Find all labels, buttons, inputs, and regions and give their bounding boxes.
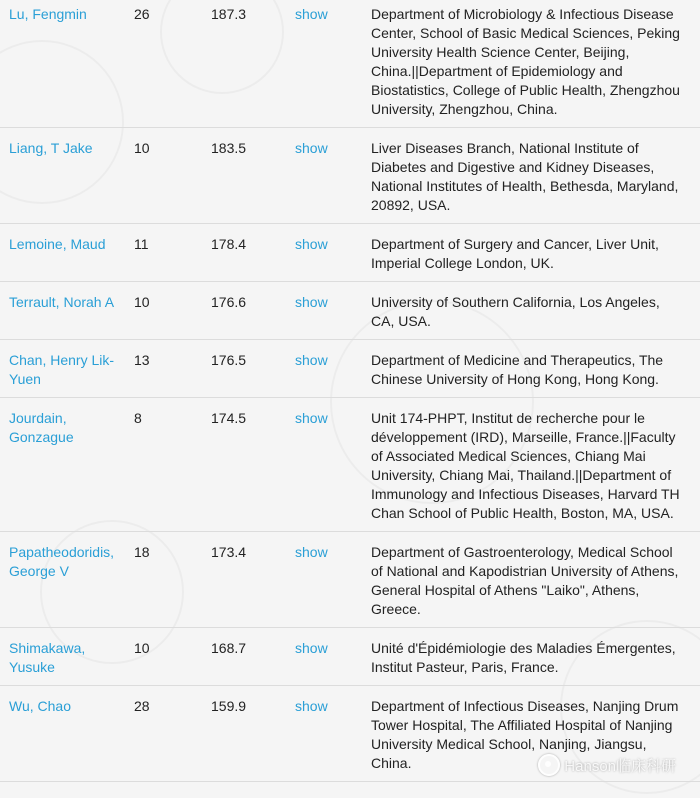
affiliation-text: Department of Gastroenterology, Medical School of National and Kapodistrian University of Athens, General Hospital of Athens "Laiko", Athens, Greece.: [363, 532, 700, 628]
show-cell: [287, 340, 363, 398]
affiliation-text: Unité d'Épidémiologie des Maladies Émergentes, Institut Pasteur, Paris, France.: [363, 628, 700, 686]
table-row: [0, 628, 700, 686]
publication-count: 28: [125, 686, 203, 782]
affiliation-text: Liver Diseases Branch, National Institute of Diabetes and Digestive and Kidney Diseases, National Institutes of Health, Bethesda, Maryland, 20892, USA.: [363, 128, 700, 224]
show-cell: [287, 628, 363, 686]
show-link[interactable]: show: [295, 294, 328, 310]
author-cell: [0, 532, 125, 628]
publication-count: 18: [125, 532, 203, 628]
show-link[interactable]: show: [295, 236, 328, 252]
author-name-link[interactable]: Lu, Fengmin: [9, 6, 87, 22]
score-value: 168.7: [203, 628, 287, 686]
table-row: [0, 532, 700, 628]
watermark-text: Hanson临床科研: [564, 757, 676, 775]
publication-count: 10: [125, 628, 203, 686]
show-link[interactable]: show: [295, 698, 328, 714]
score-value: 176.6: [203, 282, 287, 340]
author-name-link[interactable]: Jourdain, Gonzague: [9, 410, 74, 445]
show-link[interactable]: show: [295, 544, 328, 560]
author-cell: [0, 340, 125, 398]
table-row: [0, 340, 700, 398]
table-row: [0, 224, 700, 282]
publication-count: 11: [125, 224, 203, 282]
publication-count: 10: [125, 128, 203, 224]
table-row: [0, 282, 700, 340]
affiliation-text: Department of Microbiology & Infectious Disease Center, School of Basic Medical Sciences, Peking University Health Science Center, Beijing, China.||Department of Epidemiology and Biostatistics, College of Public Health, Zhengzhou University, Zhengzhou, China.: [363, 0, 700, 128]
show-cell: [287, 224, 363, 282]
publication-count: 10: [125, 282, 203, 340]
author-cell: [0, 686, 125, 782]
show-cell: [287, 398, 363, 532]
author-name-link[interactable]: Chan, Henry Lik-Yuen: [9, 352, 115, 387]
affiliation-text: Department of Medicine and Therapeutics, The Chinese University of Hong Kong, Hong Kong.: [363, 340, 700, 398]
author-name-link[interactable]: Liang, T Jake: [9, 140, 93, 156]
show-cell: [287, 0, 363, 128]
show-link[interactable]: show: [295, 410, 328, 426]
author-name-link[interactable]: Wu, Chao: [9, 698, 71, 714]
score-value: 174.5: [203, 398, 287, 532]
table-row: [0, 0, 700, 128]
author-cell: [0, 628, 125, 686]
show-cell: [287, 532, 363, 628]
author-cell: [0, 0, 125, 128]
author-name-link[interactable]: Lemoine, Maud: [9, 236, 106, 252]
show-link[interactable]: show: [295, 352, 328, 368]
show-cell: [287, 128, 363, 224]
score-value: 173.4: [203, 532, 287, 628]
table-row: [0, 128, 700, 224]
author-cell: [0, 128, 125, 224]
author-name-link[interactable]: Shimakawa, Yusuke: [9, 640, 86, 675]
affiliation-text: Department of Infectious Diseases, Nanjing Drum Tower Hospital, The Affiliated Hospital of Nanjing University Medical School, Nanjing, Jiangsu, China.: [363, 686, 700, 782]
table-row: [0, 398, 700, 532]
show-cell: [287, 686, 363, 782]
score-value: 183.5: [203, 128, 287, 224]
wechat-logo-icon: [538, 754, 560, 776]
author-cell: [0, 282, 125, 340]
author-name-link[interactable]: Papatheodoridis, George V: [9, 544, 115, 579]
affiliation-text: Department of Surgery and Cancer, Liver Unit, Imperial College London, UK.: [363, 224, 700, 282]
show-cell: [287, 282, 363, 340]
score-value: 159.9: [203, 686, 287, 782]
watermark: [538, 754, 676, 776]
score-value: 178.4: [203, 224, 287, 282]
publication-count: 8: [125, 398, 203, 532]
affiliation-text: University of Southern California, Los Angeles, CA, USA.: [363, 282, 700, 340]
show-link[interactable]: show: [295, 140, 328, 156]
author-name-link[interactable]: Terrault, Norah A: [9, 294, 115, 310]
show-link[interactable]: show: [295, 640, 328, 656]
score-value: 187.3: [203, 0, 287, 128]
publication-count: 13: [125, 340, 203, 398]
author-cell: [0, 224, 125, 282]
score-value: 176.5: [203, 340, 287, 398]
publication-count: 26: [125, 0, 203, 128]
affiliation-text: Unit 174-PHPT, Institut de recherche pour le développement (IRD), Marseille, France.||Faculty of Associated Medical Sciences, Chiang Mai University, Chiang Mai, Thailand.||Department of Immunology and Infectious Diseases, Harvard TH Chan School of Public Health, Boston, MA, USA.: [363, 398, 700, 532]
author-cell: [0, 398, 125, 532]
show-link[interactable]: show: [295, 6, 328, 22]
